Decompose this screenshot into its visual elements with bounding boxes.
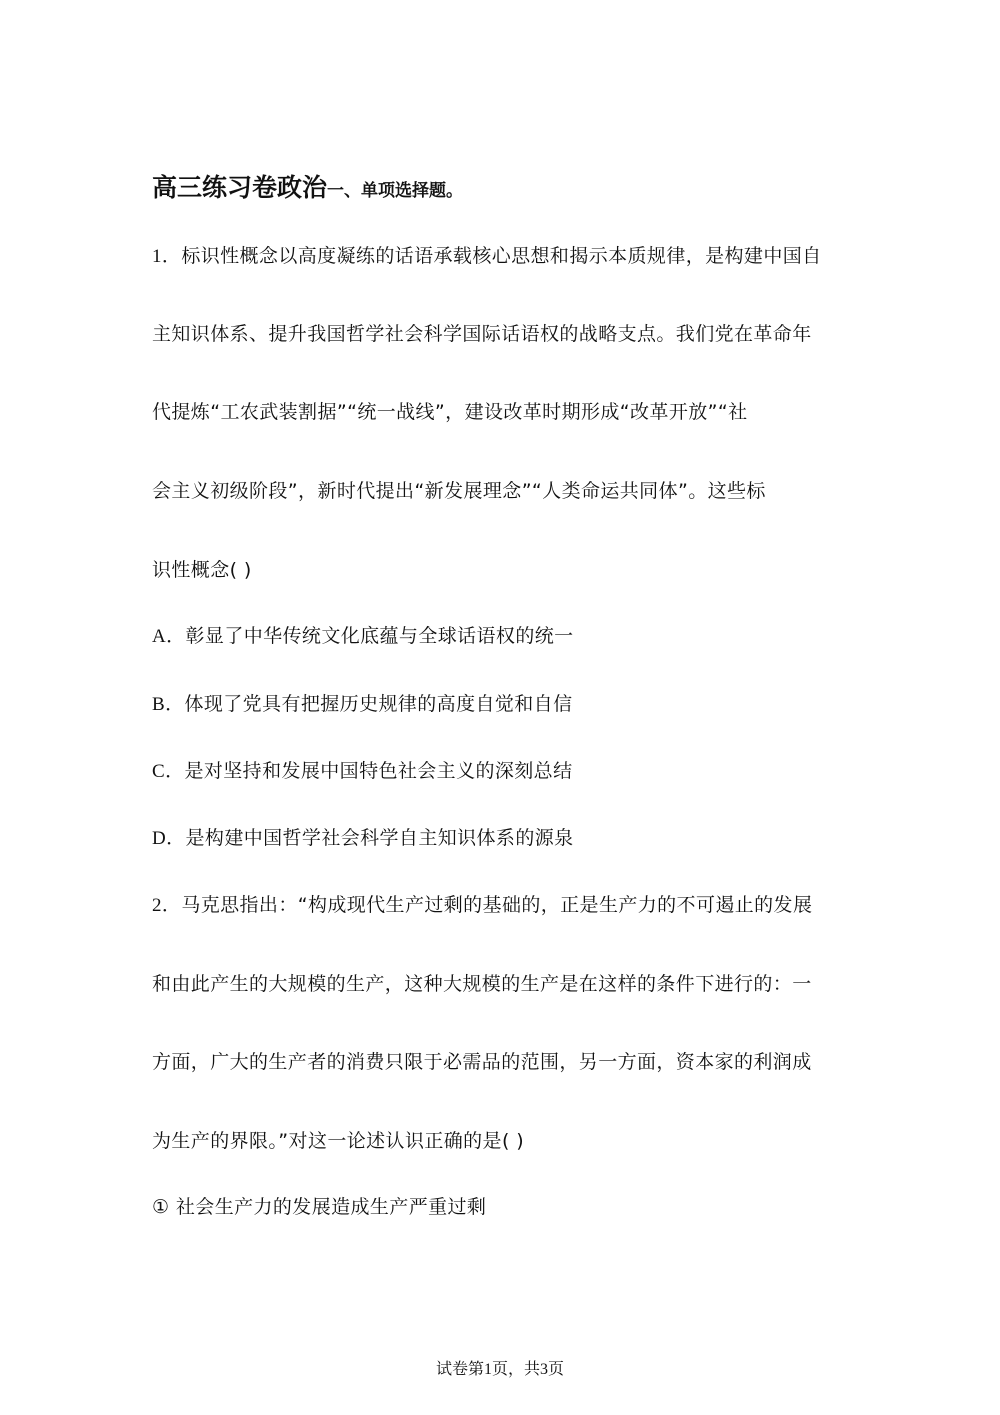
option-text: 体现了党具有把握历史规律的高度自觉和自信 (184, 693, 573, 715)
question-2-line-2 (152, 971, 812, 997)
footer-page-number: 1 (483, 1361, 492, 1378)
question-1-line-3 (152, 399, 748, 425)
option-letter: A． (152, 626, 186, 647)
section-heading: 一、单项选择题。 (327, 181, 464, 201)
statement-marker: ① (152, 1196, 170, 1218)
question-1-stem-text: 主知识体系、提升我国哲学社会科学国际话语权的战略支点。我们党在革命年 (152, 323, 812, 345)
question-2-stem-text: 为生产的界限。”对这一论述认识正确的是( ) (152, 1130, 525, 1152)
option-letter: D． (152, 828, 186, 849)
question-2-stem-text: 马克思指出：“构成现代生产过剩的基础的，正是生产力的不可遏止的发展 (181, 894, 813, 916)
footer-suffix: 页 (548, 1359, 565, 1378)
question-1-option-c (152, 758, 573, 785)
question-1-line-2 (152, 321, 812, 347)
question-2-line-4 (152, 1128, 524, 1154)
question-2-stem-text: 和由此产生的大规模的生产，这种大规模的生产是在这样的条件下进行的：一 (152, 973, 812, 995)
question-1-stem-text: 代提炼“工农武装割据”“统一战线”，建设改革时期形成“改革开放”“社 (152, 401, 748, 423)
question-1-stem-text: 识性概念( ) (152, 559, 252, 581)
question-1-option-a (152, 623, 574, 650)
question-1-number: 1． (152, 246, 182, 267)
question-2-statement-1 (152, 1194, 486, 1220)
footer-prefix: 试卷第 (435, 1359, 484, 1378)
statement-text: 社会生产力的发展造成生产严重过剩 (175, 1196, 487, 1218)
option-letter: C． (152, 761, 185, 782)
question-2-line-3 (152, 1049, 812, 1075)
option-text: 是构建中国哲学社会科学自主知识体系的源泉 (185, 827, 574, 849)
question-1-stem-text: 标识性概念以高度凝练的话语承载核心思想和揭示本质规律，是构建中国自 (181, 245, 822, 267)
option-text: 彰显了中华传统文化底蕴与全球话语权的统一 (185, 625, 574, 647)
exam-header (152, 168, 463, 204)
question-1-stem-text: 会主义初级阶段”，新时代提出“新发展理念”“人类命运共同体”。这些标 (152, 480, 766, 502)
question-1-option-b (152, 691, 573, 718)
exam-title: 高三练习卷政治 (152, 173, 328, 202)
question-1-line-1 (152, 243, 822, 270)
option-text: 是对坚持和发展中国特色社会主义的深刻总结 (184, 760, 573, 782)
footer-middle: 页，共 (491, 1359, 540, 1378)
question-1-line-4 (152, 478, 766, 504)
page-footer (0, 1356, 1000, 1379)
question-1-line-5 (152, 557, 252, 583)
footer-total-pages: 3 (540, 1361, 548, 1378)
question-2-stem-text: 方面，广大的生产者的消费只限于必需品的范围，另一方面，资本家的利润成 (152, 1051, 812, 1073)
question-1-option-d (152, 825, 574, 852)
option-letter: B． (152, 694, 185, 715)
question-2-line-1 (152, 892, 812, 919)
question-2-number: 2． (152, 895, 182, 916)
